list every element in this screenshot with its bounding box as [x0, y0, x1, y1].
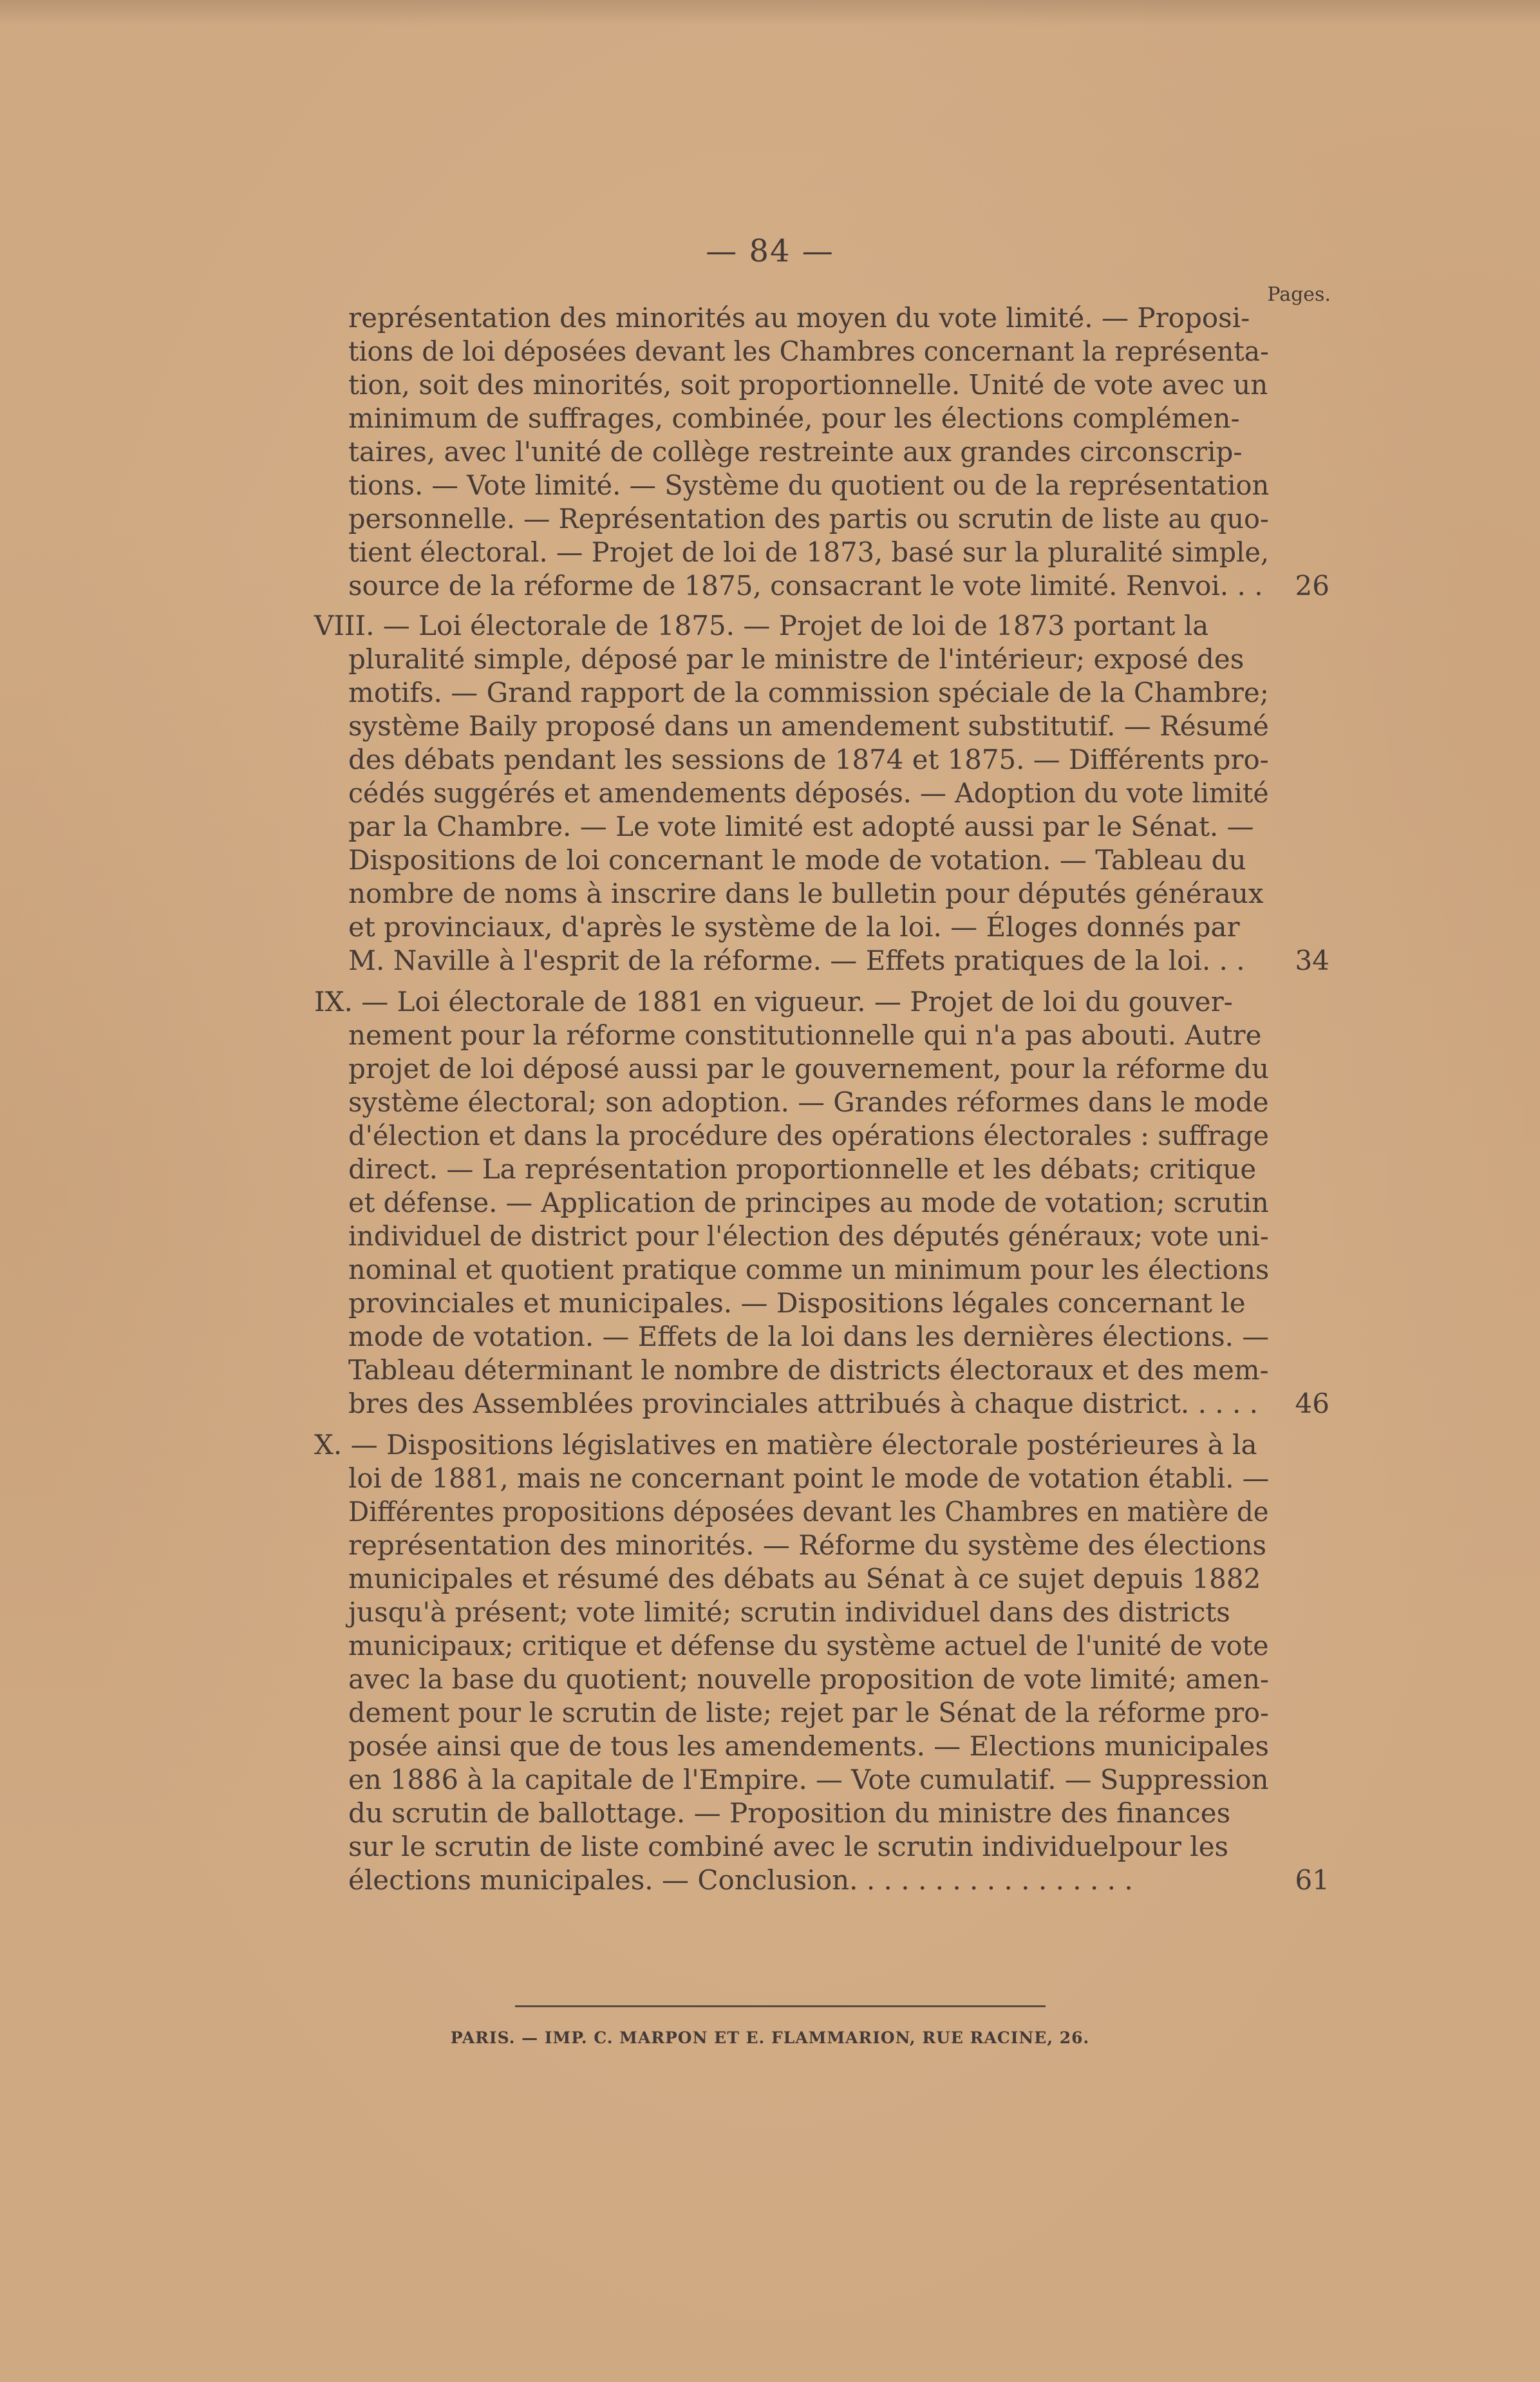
toc-line: municipaux; critique et défense du système actuel de l'unité de vote: [348, 1630, 1269, 1661]
toc-line: représentation des minorités au moyen du vote limité. — Proposi-: [348, 302, 1250, 334]
toc-line: X. — Dispositions législatives en matière électorale postérieures à la: [314, 1429, 1257, 1460]
toc-line: cédés suggérés et amendements déposés. — Adoption du vote limité: [348, 777, 1269, 809]
toc-line: du scrutin de ballottage. — Proposition du ministre des finances: [348, 1797, 1231, 1829]
footer-rule: [515, 2005, 1046, 2007]
toc-line: municipales et résumé des débats au Sénat à ce sujet depuis 1882: [348, 1563, 1261, 1594]
toc-line: mode de votation. — Effets de la loi dans les dernières élections. —: [348, 1321, 1270, 1352]
toc-line: nominal et quotient pratique comme un minimum pour les élections: [348, 1254, 1270, 1285]
toc-line: tient électoral. — Projet de loi de 1873, basé sur la pluralité simple,: [348, 536, 1270, 568]
toc-line: projet de loi déposé aussi par le gouvernement, pour la réforme du: [348, 1053, 1269, 1084]
toc-line: système Baily proposé dans un amendement substitutif. — Résumé: [348, 710, 1269, 742]
printer-imprint: PARIS. — IMP. C. MARPON ET E. FLAMMARION, RUE RACINE, 26.: [450, 2028, 1090, 2047]
pages-column-label: Pages.: [1267, 283, 1331, 306]
toc-line: système électoral; son adoption. — Grandes réformes dans le mode: [348, 1086, 1269, 1118]
toc-line: direct. — La représentation proportionnelle et les débats; critique: [348, 1153, 1257, 1185]
page-reference: 34: [1295, 945, 1329, 976]
toc-line: loi de 1881, mais ne concernant point le mode de votation établi. —: [348, 1462, 1270, 1494]
toc-line: minimum de suffrages, combinée, pour les élections complémen-: [348, 402, 1240, 434]
toc-line: nement pour la réforme constitutionnelle qui n'a pas abouti. Autre: [348, 1019, 1262, 1051]
toc-line: en 1886 à la capitale de l'Empire. — Vote cumulatif. — Suppression: [348, 1764, 1269, 1795]
toc-line: VIII. — Loi électorale de 1875. — Projet de loi de 1873 portant la: [314, 610, 1209, 641]
toc-line: jusqu'à présent; vote limité; scrutin individuel dans des districts: [348, 1596, 1230, 1628]
toc-line: bres des Assemblées provinciales attribués à chaque district. . . . .: [348, 1388, 1259, 1419]
toc-line: posée ainsi que de tous les amendements. — Elections municipales: [348, 1730, 1270, 1762]
toc-line: provinciales et municipales. — Dispositions légales concernant le: [348, 1287, 1246, 1319]
toc-line: sur le scrutin de liste combiné avec le scrutin individuelpour les: [348, 1831, 1229, 1862]
toc-line: et provinciaux, d'après le système de la loi. — Éloges donnés par: [348, 911, 1240, 943]
toc-line: M. Naville à l'esprit de la réforme. — Effets pratiques de la loi. . .: [348, 945, 1245, 976]
toc-line: source de la réforme de 1875, consacrant le vote limité. Renvoi. . .: [348, 570, 1263, 601]
toc-line: individuel de district pour l'élection des députés généraux; vote uni-: [348, 1220, 1269, 1252]
toc-line: d'élection et dans la procédure des opérations électorales : suffrage: [348, 1120, 1269, 1151]
page-reference: 46: [1295, 1388, 1329, 1419]
toc-line: nombre de noms à inscrire dans le bulletin pour députés généraux: [348, 878, 1264, 909]
toc-line: et défense. — Application de principes au mode de votation; scrutin: [348, 1187, 1269, 1218]
toc-line: IX. — Loi électorale de 1881 en vigueur. — Projet de loi du gouver-: [314, 986, 1233, 1017]
toc-line: représentation des minorités. — Réforme du système des élections: [348, 1529, 1267, 1561]
page-reference: 26: [1295, 570, 1329, 601]
toc-line: Tableau déterminant le nombre de districts électoraux et des mem-: [348, 1354, 1269, 1386]
toc-line: avec la base du quotient; nouvelle proposition de vote limité; amen-: [348, 1663, 1270, 1695]
toc-line: élections municipales. — Conclusion. . . . . . . . . . . . . . . . .: [348, 1864, 1133, 1896]
toc-line: dement pour le scrutin de liste; rejet par le Sénat de la réforme pro-: [348, 1697, 1269, 1728]
toc-line: Dispositions de loi concernant le mode de votation. — Tableau du: [348, 844, 1246, 876]
toc-line: tion, soit des minorités, soit proportionnelle. Unité de vote avec un: [348, 369, 1268, 401]
toc-line: des débats pendant les sessions de 1874 et 1875. — Différents pro-: [348, 744, 1269, 775]
toc-line: par la Chambre. — Le vote limité est adopté aussi par le Sénat. —: [348, 811, 1254, 842]
toc-line: pluralité simple, déposé par le ministre de l'intérieur; exposé des: [348, 643, 1244, 675]
toc-line: taires, avec l'unité de collège restreinte aux grandes circonscrip-: [348, 436, 1243, 468]
page-number: — 84 —: [706, 233, 834, 269]
toc-line: Différentes propositions déposées devant les Chambres en matière de: [348, 1496, 1269, 1527]
toc-line: tions. — Vote limité. — Système du quotient ou de la représentation: [348, 469, 1270, 501]
page-reference: 61: [1295, 1864, 1329, 1896]
toc-line: motifs. — Grand rapport de la commission spéciale de la Chambre;: [348, 677, 1269, 708]
toc-line: tions de loi déposées devant les Chambres concernant la représenta-: [348, 336, 1269, 367]
toc-line: personnelle. — Représentation des partis ou scrutin de liste au quo-: [348, 503, 1269, 534]
